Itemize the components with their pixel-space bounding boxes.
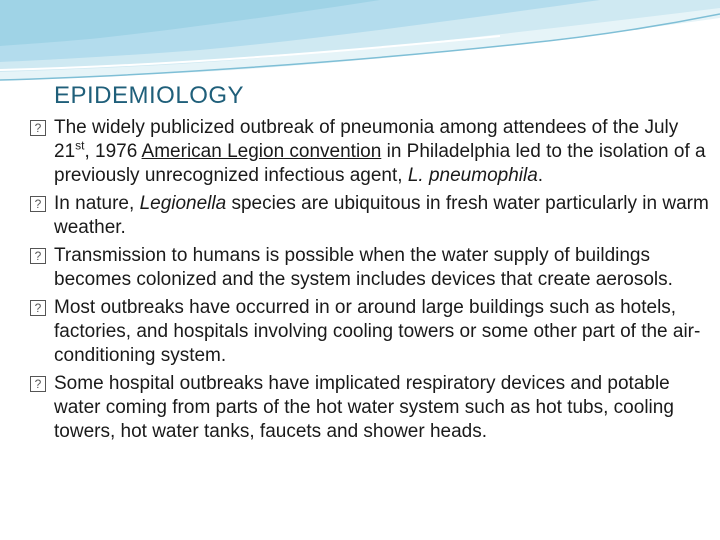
- missing-glyph-box-icon: ?: [30, 120, 46, 136]
- underlined-phrase: American Legion convention: [141, 141, 382, 162]
- bullet-text: Transmission to humans is possible when the water supply of buildings becomes colonized and the system includes devices that create aerosols.: [54, 245, 673, 290]
- bullet-text: In nature,: [54, 193, 140, 214]
- bullet-text: species are ubiquitous in fresh water particularly in warm weather.: [54, 193, 709, 238]
- bullet-text: The widely publicized outbreak of pneumonia among attendees of the July 21: [54, 117, 679, 162]
- bullet-text: Some hospital outbreaks have implicated respiratory devices and potable water coming from parts of the hot water system such as hot tubs, cooling towers, hot water tanks, faucets and shower heads.: [54, 373, 674, 442]
- bullet-list: [30, 116, 710, 448]
- bullet-text: in Philadelphia led to the isolation of a previously unrecognized infectious agent,: [54, 141, 706, 186]
- bullet-item: [30, 116, 710, 188]
- bullet-item: [30, 244, 710, 292]
- header-wave-decoration: [0, 0, 720, 90]
- missing-glyph-box-icon: ?: [30, 248, 46, 264]
- bullet-item: [30, 296, 710, 368]
- missing-glyph-box-icon: ?: [30, 196, 46, 212]
- bullet-item: [30, 372, 710, 444]
- bullet-item: [30, 192, 710, 240]
- bullet-text: .: [537, 165, 544, 186]
- bullet-text: Most outbreaks have occurred in or around large buildings such as hotels, factories, and hospitals involving cooling towers or some other part of the air-conditioning system.: [54, 297, 701, 366]
- bullet-text: , 1976: [84, 141, 142, 162]
- missing-glyph-box-icon: ?: [30, 300, 46, 316]
- italic-term: L. pneumophila: [407, 165, 538, 186]
- missing-glyph-box-icon: ?: [30, 376, 46, 392]
- superscript: st: [75, 138, 85, 153]
- slide-title: EPIDEMIOLOGY: [54, 82, 245, 109]
- italic-term: Legionella: [139, 193, 227, 214]
